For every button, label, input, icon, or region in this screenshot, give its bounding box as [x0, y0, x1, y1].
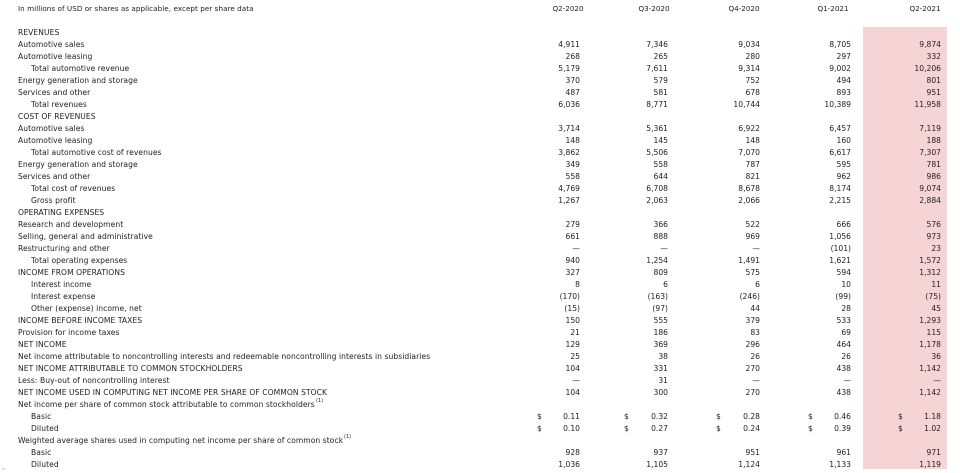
value-cell: 366 [653, 220, 668, 229]
value-cell: 148 [745, 136, 760, 145]
statement-row [0, 183, 960, 195]
statement-row [0, 75, 960, 87]
row-label: Automotive leasing [18, 52, 93, 61]
value-cell: 2,063 [646, 196, 668, 205]
value-cell: 0.27 [651, 424, 668, 433]
value-cell: 1,142 [919, 364, 941, 373]
value-cell: 575 [745, 268, 760, 277]
value-cell: 494 [836, 76, 851, 85]
value-cell: 8,174 [829, 184, 851, 193]
row-label: Gross profit [31, 196, 76, 205]
statement-row [0, 219, 960, 231]
value-cell: 2,215 [829, 196, 851, 205]
value-cell: 1.18 [924, 412, 941, 421]
currency-symbol: $ [898, 424, 903, 433]
value-cell: 26 [841, 352, 851, 361]
value-cell: — [933, 376, 941, 385]
statement-row [0, 267, 960, 279]
value-cell: 1,621 [829, 256, 851, 265]
value-cell: 438 [836, 388, 851, 397]
value-cell: 579 [653, 76, 668, 85]
row-label: NET INCOME [18, 340, 67, 349]
row-label: Basic [31, 448, 52, 457]
row-label: Selling, general and administrative [18, 232, 153, 241]
value-cell: 31 [658, 376, 668, 385]
value-cell: (99) [835, 292, 851, 301]
statement-row [0, 423, 960, 435]
value-cell: 7,611 [646, 64, 668, 73]
value-cell: 940 [565, 256, 580, 265]
value-cell: 45 [931, 304, 941, 313]
value-cell: 6 [755, 280, 760, 289]
row-label: Other (expense) income, net [31, 304, 142, 313]
row-label: Weighted average shares used in computing net income per share of common stock [18, 436, 344, 445]
value-cell: — [660, 244, 668, 253]
value-cell: 962 [836, 172, 851, 181]
row-label: Services and other [18, 172, 91, 181]
value-cell: 265 [653, 52, 668, 61]
row-label: NET INCOME ATTRIBUTABLE TO COMMON STOCKHOLDERS [18, 364, 243, 373]
row-label: Automotive sales [18, 124, 85, 133]
statement-row [0, 123, 960, 135]
value-cell: 6,036 [558, 100, 580, 109]
value-cell: 145 [653, 136, 668, 145]
statement-row [0, 243, 960, 255]
value-cell: 28 [841, 304, 851, 313]
value-cell: 1.02 [924, 424, 941, 433]
statement-row [0, 171, 960, 183]
value-cell: 26 [750, 352, 760, 361]
value-cell: 150 [565, 316, 580, 325]
row-label: Total automotive revenue [31, 64, 130, 73]
value-cell: 666 [836, 220, 851, 229]
col-header: Q3-2020 [638, 4, 670, 13]
value-cell: 1,267 [558, 196, 580, 205]
value-cell: 188 [926, 136, 941, 145]
row-label: INCOME FROM OPERATIONS [18, 268, 125, 277]
value-cell: 661 [565, 232, 580, 241]
value-cell: 961 [836, 448, 851, 457]
currency-symbol: $ [537, 424, 542, 433]
value-cell: 888 [653, 232, 668, 241]
value-cell: 148 [565, 136, 580, 145]
value-cell: 7,346 [646, 40, 668, 49]
value-cell: 331 [653, 364, 668, 373]
statement-row [0, 459, 960, 471]
value-cell: 1,036 [558, 460, 580, 469]
value-cell: 809 [653, 268, 668, 277]
value-cell: 21 [570, 328, 580, 337]
value-cell: 297 [836, 52, 851, 61]
value-cell: 522 [745, 220, 760, 229]
value-cell: 1,293 [919, 316, 941, 325]
value-cell: 23 [931, 244, 941, 253]
value-cell: 1,572 [919, 256, 941, 265]
value-cell: 6,922 [738, 124, 760, 133]
value-cell: 2,884 [919, 196, 941, 205]
value-cell: 3,862 [558, 148, 580, 157]
value-cell: 5,179 [558, 64, 580, 73]
statement-row [0, 279, 960, 291]
value-cell: 129 [565, 340, 580, 349]
value-cell: 5,361 [646, 124, 668, 133]
value-cell: 533 [836, 316, 851, 325]
value-cell: (246) [739, 292, 760, 301]
value-cell: (101) [830, 244, 851, 253]
value-cell: 893 [836, 88, 851, 97]
header-row [0, 3, 960, 15]
value-cell: 581 [653, 88, 668, 97]
currency-symbol: $ [624, 424, 629, 433]
value-cell: 7,070 [738, 148, 760, 157]
value-cell: 8 [575, 280, 580, 289]
units-note: In millions of USD or shares as applicable, except per share data [18, 4, 254, 13]
value-cell: 0.39 [834, 424, 851, 433]
value-cell: 4,911 [558, 40, 580, 49]
value-cell: 1,491 [738, 256, 760, 265]
value-cell: 986 [926, 172, 941, 181]
value-cell: 83 [750, 328, 760, 337]
value-cell: 6,617 [829, 148, 851, 157]
footnote-marker: (1) [344, 434, 352, 440]
row-label: REVENUES [18, 28, 60, 37]
value-cell: 104 [565, 388, 580, 397]
row-label: Net income attributable to noncontrolling interests and redeemable noncontrolling interests in subsidiaries [18, 352, 431, 361]
value-cell: 0.46 [834, 412, 851, 421]
value-cell: 8,705 [829, 40, 851, 49]
value-cell: 678 [745, 88, 760, 97]
value-cell: 38 [658, 352, 668, 361]
value-cell: 11 [931, 280, 941, 289]
value-cell: 8,678 [738, 184, 760, 193]
value-cell: 9,314 [738, 64, 760, 73]
value-cell: (15) [564, 304, 580, 313]
value-cell: 9,002 [829, 64, 851, 73]
value-cell: 4,769 [558, 184, 580, 193]
value-cell: 25 [570, 352, 580, 361]
value-cell: (97) [652, 304, 668, 313]
value-cell: 280 [745, 52, 760, 61]
value-cell: 6,708 [646, 184, 668, 193]
value-cell: 327 [565, 268, 580, 277]
col-header: Q4-2020 [728, 4, 760, 13]
statement-row [0, 159, 960, 171]
currency-symbol: $ [716, 412, 721, 421]
value-cell: 9,034 [738, 40, 760, 49]
col-header: Q2-2021 [909, 4, 941, 13]
statement-row [0, 303, 960, 315]
row-label: Diluted [31, 460, 59, 469]
row-label: Automotive sales [18, 40, 85, 49]
value-cell: 821 [745, 172, 760, 181]
value-cell: 44 [750, 304, 760, 313]
value-cell: 6 [663, 280, 668, 289]
statement-row [0, 363, 960, 375]
value-cell: 296 [745, 340, 760, 349]
value-cell: 928 [565, 448, 580, 457]
value-cell: 332 [926, 52, 941, 61]
value-cell: 6,457 [829, 124, 851, 133]
value-cell: 1,254 [646, 256, 668, 265]
value-cell: 370 [565, 76, 580, 85]
statement-row [0, 327, 960, 339]
statement-row [0, 447, 960, 459]
row-label: Restructuring and other [18, 244, 110, 253]
value-cell: 787 [745, 160, 760, 169]
value-cell: 969 [745, 232, 760, 241]
value-cell: 781 [926, 160, 941, 169]
value-cell: 7,119 [919, 124, 941, 133]
value-cell: 1,178 [919, 340, 941, 349]
value-cell: 1,119 [919, 460, 941, 469]
value-cell: 487 [565, 88, 580, 97]
statement-row [0, 51, 960, 63]
value-cell: 7,307 [919, 148, 941, 157]
value-cell: 379 [745, 316, 760, 325]
currency-symbol: $ [898, 412, 903, 421]
statement-row [0, 399, 960, 411]
value-cell: 104 [565, 364, 580, 373]
statement-row [0, 387, 960, 399]
value-cell: 10,206 [914, 64, 941, 73]
col-header: Q2-2020 [552, 4, 584, 13]
statement-row [0, 135, 960, 147]
value-cell: — [752, 244, 760, 253]
value-cell: 279 [565, 220, 580, 229]
row-label: COST OF REVENUES [18, 112, 96, 121]
statement-row [0, 315, 960, 327]
row-label: Basic [31, 412, 52, 421]
value-cell: 558 [565, 172, 580, 181]
statement-row [0, 339, 960, 351]
statement-row [0, 27, 960, 39]
value-cell: 1,312 [919, 268, 941, 277]
value-cell: (170) [559, 292, 580, 301]
value-cell: 3,714 [558, 124, 580, 133]
footnote-marker: (1) [316, 398, 324, 404]
value-cell: 8,771 [646, 100, 668, 109]
value-cell: 36 [931, 352, 941, 361]
value-cell: 971 [926, 448, 941, 457]
row-label: Services and other [18, 88, 91, 97]
value-cell: 0.10 [563, 424, 580, 433]
value-cell: — [572, 376, 580, 385]
statement-row [0, 231, 960, 243]
value-cell: 270 [745, 364, 760, 373]
row-label: Energy generation and storage [18, 160, 138, 169]
value-cell: 576 [926, 220, 941, 229]
row-label: OPERATING EXPENSES [18, 208, 105, 217]
value-cell: 10 [841, 280, 851, 289]
statement-row [0, 255, 960, 267]
value-cell: 644 [653, 172, 668, 181]
value-cell: 115 [926, 328, 941, 337]
statement-row [0, 63, 960, 75]
statement-row [0, 375, 960, 387]
value-cell: 973 [926, 232, 941, 241]
col-header: Q1-2021 [817, 4, 849, 13]
value-cell: 9,874 [919, 40, 941, 49]
statement-row [0, 99, 960, 111]
value-cell: 1,105 [646, 460, 668, 469]
row-label: Interest expense [31, 292, 96, 301]
value-cell: 160 [836, 136, 851, 145]
value-cell: — [843, 376, 851, 385]
currency-symbol: $ [808, 412, 813, 421]
currency-symbol: $ [716, 424, 721, 433]
statement-row [0, 351, 960, 363]
value-cell: — [572, 244, 580, 253]
row-label: Net income per share of common stock attributable to common stockholders [18, 400, 315, 409]
statement-row [0, 435, 960, 447]
value-cell: 10,744 [733, 100, 760, 109]
row-label: Research and development [18, 220, 124, 229]
row-label: Total revenues [31, 100, 87, 109]
value-cell: 186 [653, 328, 668, 337]
statement-row [0, 411, 960, 423]
row-label: Energy generation and storage [18, 76, 138, 85]
value-cell: 349 [565, 160, 580, 169]
value-cell: 595 [836, 160, 851, 169]
page-mark: ‗ [2, 463, 5, 470]
value-cell: 801 [926, 76, 941, 85]
value-cell: 951 [926, 88, 941, 97]
value-cell: 9,074 [919, 184, 941, 193]
currency-symbol: $ [808, 424, 813, 433]
value-cell: 11,958 [914, 100, 941, 109]
row-label: Less: Buy-out of noncontrolling interest [18, 376, 170, 385]
value-cell: 69 [841, 328, 851, 337]
value-cell: 464 [836, 340, 851, 349]
statement-row [0, 111, 960, 123]
value-cell: (75) [925, 292, 941, 301]
row-label: Diluted [31, 424, 59, 433]
value-cell: 1,133 [829, 460, 851, 469]
value-cell: 1,142 [919, 388, 941, 397]
statement-row [0, 207, 960, 219]
value-cell: 270 [745, 388, 760, 397]
value-cell: 0.32 [651, 412, 668, 421]
value-cell: 0.11 [563, 412, 580, 421]
row-label: Interest income [31, 280, 92, 289]
value-cell: 10,389 [824, 100, 851, 109]
row-label: Total operating expenses [31, 256, 128, 265]
value-cell: 555 [653, 316, 668, 325]
currency-symbol: $ [624, 412, 629, 421]
value-cell: 951 [745, 448, 760, 457]
row-label: Total automotive cost of revenues [31, 148, 162, 157]
value-cell: 1,124 [738, 460, 760, 469]
value-cell: 1,056 [829, 232, 851, 241]
statement-row [0, 291, 960, 303]
value-cell: 369 [653, 340, 668, 349]
value-cell: 0.28 [743, 412, 760, 421]
currency-symbol: $ [537, 412, 542, 421]
row-label: Total cost of revenues [31, 184, 116, 193]
value-cell: 268 [565, 52, 580, 61]
value-cell: 2,066 [738, 196, 760, 205]
value-cell: 5,506 [646, 148, 668, 157]
value-cell: 594 [836, 268, 851, 277]
value-cell: (163) [647, 292, 668, 301]
row-label: NET INCOME USED IN COMPUTING NET INCOME PER SHARE OF COMMON STOCK [18, 388, 328, 397]
value-cell: 558 [653, 160, 668, 169]
statement-row [0, 87, 960, 99]
row-label: INCOME BEFORE INCOME TAXES [18, 316, 143, 325]
statement-row [0, 195, 960, 207]
value-cell: 752 [745, 76, 760, 85]
value-cell: — [752, 376, 760, 385]
value-cell: 300 [653, 388, 668, 397]
row-label: Automotive leasing [18, 136, 93, 145]
statement-row [0, 147, 960, 159]
value-cell: 438 [836, 364, 851, 373]
value-cell: 0.24 [743, 424, 760, 433]
value-cell: 937 [653, 448, 668, 457]
statement-row [0, 39, 960, 51]
row-label: Provision for income taxes [18, 328, 120, 337]
